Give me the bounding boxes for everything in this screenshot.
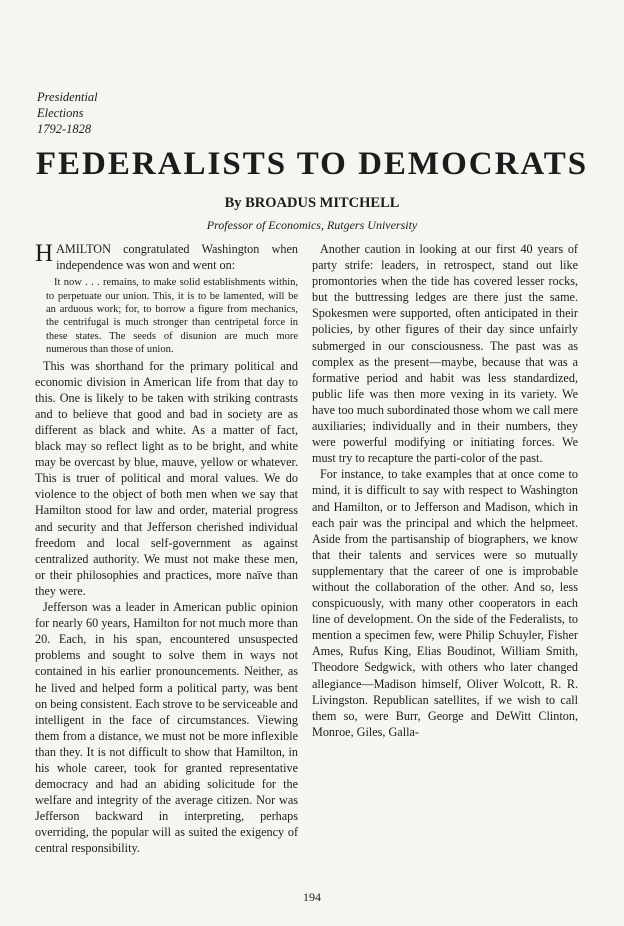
series-line-3: 1792-1828	[37, 122, 92, 136]
series-line-1: Presidential	[37, 90, 98, 104]
right-column	[312, 241, 578, 740]
left-column	[35, 241, 298, 857]
author-byline: By BROADUS MITCHELL	[224, 195, 400, 211]
paragraph-5: For instance, to take examples that at once come to mind, it is difficult to say with respect to Washington and Hamilton, or to Jefferson and Madison, which in each pair was the principal and which the helpmeet. Aside from the partisanship of biographers, we know that their talents and services were so mutually supplementary that the career of one is improbable without the collaboration of the other. And so, less conspicuously, with many other cooperators in each line of development. On the side of the Federalists, to mention a specimen few, were Philip Schuyler, Fisher Ames, Rufus King, Elias Boudinot, William Smith, Theodore Sedgwick, with others who later changed allegiance—Madison himself, Oliver Wolcott, R. R. Livingston. Republican satellites, if we wish to call them so, were Burr, George and DeWitt Clinton, Monroe, Giles, Galla-	[312, 467, 578, 739]
block-quote-text: It now . . . remains, to make solid establishments within, to perpetuate our union. This, it is to be lamented, will be an arduous work; for, to borrow a figure from mechanics, the centrifugal is much stronger than centripetal force in these states. The seeds of disunion are much more numerous than those of union.	[46, 277, 298, 356]
block-quote	[46, 276, 298, 356]
paragraph-1	[35, 241, 298, 273]
paragraph-4: Another caution in looking at our first 40 years of party strife: leaders, in retrospect, stand out like promontories when the tide has covered lesser rocks, but the buttressing ledges are there just the same. Spokesmen were supported, often anticipated in their policies, by other figures of their day since unfairly submerged in our consciousness. The past was as complex as the present—maybe, because that was a formative period and habit was less standardized, public life was then more vexing in its variety. We have too much subordinated those whom we call mere auxiliaries; individually and in their numbers, they were powerful modifying or initiating forces. We must try to recapture the parti-color of the past.	[312, 242, 578, 466]
paragraph-3: Jefferson was a leader in American public opinion for nearly 60 years, Hamilton for not much more than 20. Each, in his span, encountered unsuspected problems and sought to solve them in ways not contained in his earlier pronouncements. Neither, as he lived and helped form a political party, was bent on being consistent. Each strove to be serviceable and intelligent in the face of circumstances. Viewing them from a distance, we must not be more inflexible than they. It is not difficult to show that Hamilton, in his whole career, took for granted representative democracy and had an abiding solicitude for the welfare and integrity of the average citizen. Nor was Jefferson backward in interpreting, perhaps overriding, the popular will as suited the exigency of central responsibility.	[35, 600, 298, 856]
series-heading	[37, 89, 98, 137]
author-affiliation: Professor of Economics, Rutgers University	[206, 218, 418, 232]
page-number: 194	[303, 890, 321, 904]
paragraph-1-text: AMILTON congratulated Washington when independence was won and went on:	[56, 242, 298, 273]
paragraph-2: This was shorthand for the primary political and economic division in American life from that day to this. One is likely to be taken with striking contrasts and to believe that good and bad in society are as different as black and white. As a matter of fact, black may so reflect light as to be bright, and white may be overcast by blue, mauve, yellow or whatever. This is truer of political and moral values. We do violence to the object of both men when we say that Hamilton stood for law and order, material progress and security and that Jefferson cherished individual freedom and local self-government as against centralized authority. We must not make these men, or their philosophies and practices, more naïve than they were.	[35, 358, 298, 598]
article-title: FEDERALISTS TO DEMOCRATS	[35, 146, 589, 182]
series-line-2: Elections	[37, 106, 84, 120]
drop-cap: H	[35, 240, 54, 267]
